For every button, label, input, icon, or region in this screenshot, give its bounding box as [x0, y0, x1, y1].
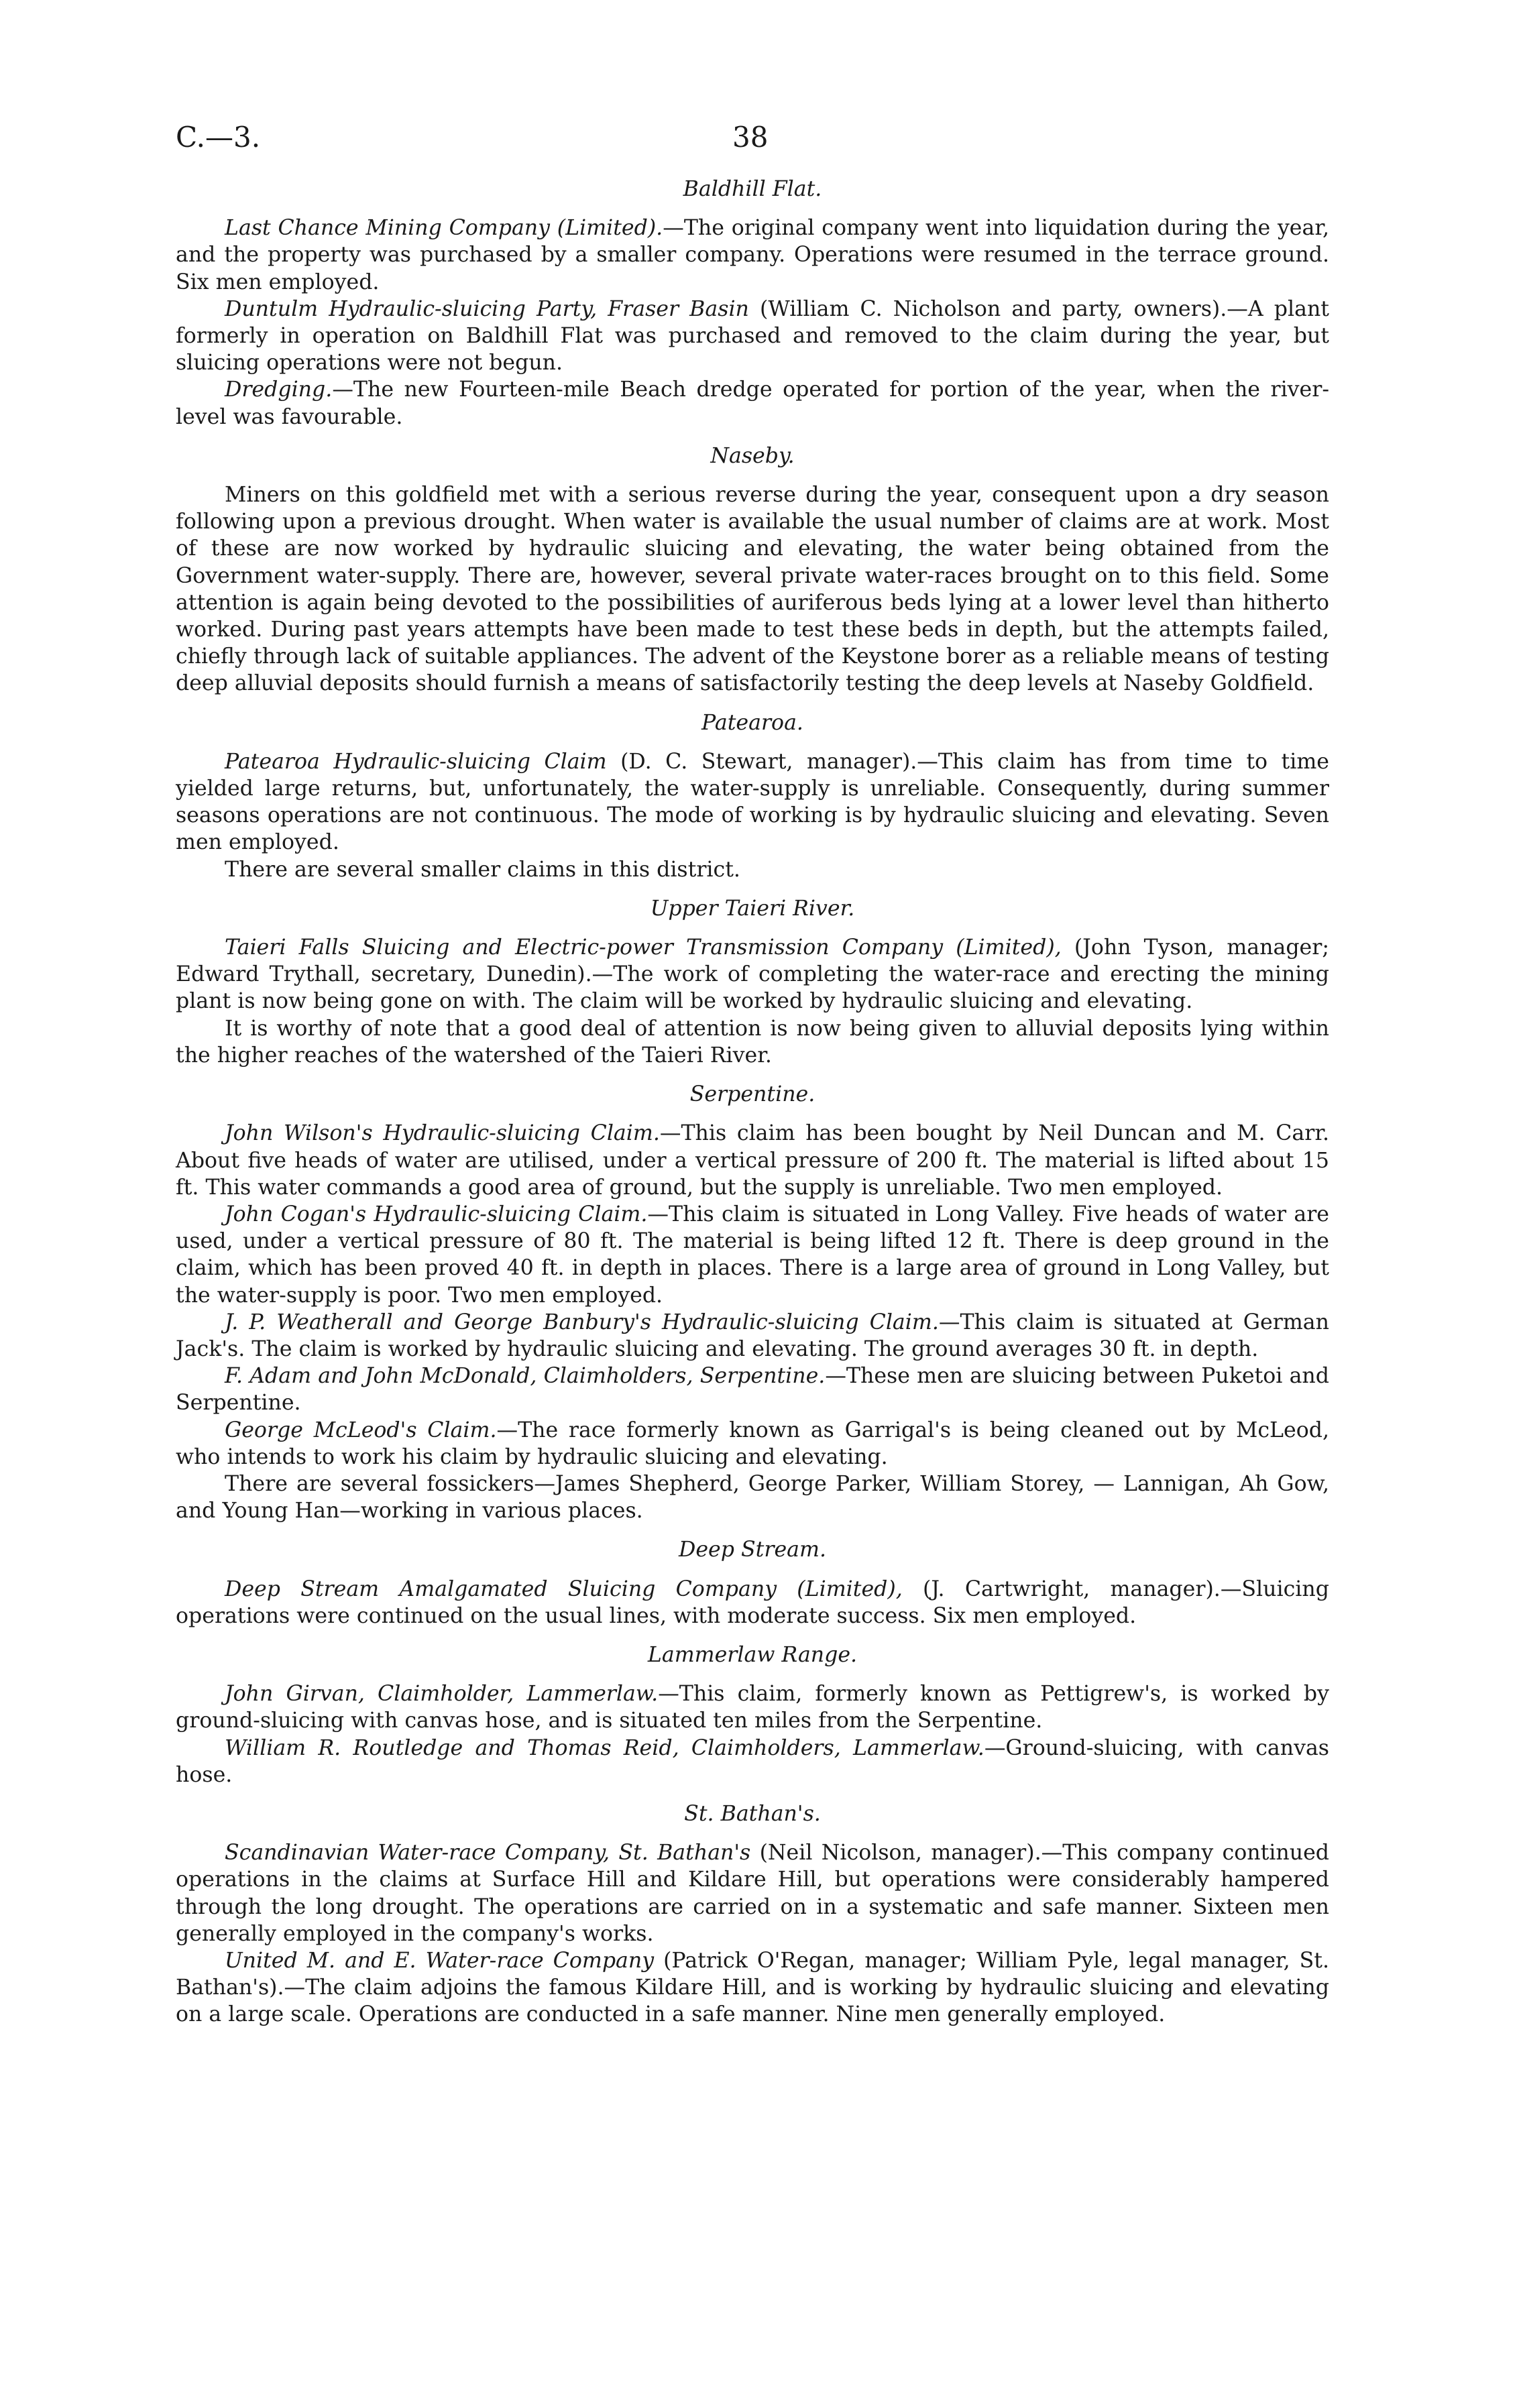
- paragraph: [176, 481, 1329, 697]
- paragraph-lead: United M. and E. Water-race Company: [225, 1948, 655, 1973]
- paragraph-lead: John Cogan's Hydraulic-sluicing Claim.: [225, 1202, 648, 1226]
- section-heading: Serpentine.: [689, 1082, 815, 1107]
- paragraph: [176, 1471, 1329, 1524]
- paragraph: [176, 1120, 1329, 1201]
- section-heading: St. Bathan's.: [684, 1801, 821, 1826]
- section-heading: Deep Stream.: [679, 1538, 826, 1562]
- paragraph: [176, 376, 1329, 430]
- paragraph: [176, 1015, 1329, 1069]
- paragraph: [176, 934, 1329, 1015]
- paragraph-text: There are several fossickers—James Shepherd, George Parker, William Storey, — Lannigan, Ah Gow, and Young Han—working in various places.: [176, 1471, 1329, 1524]
- paragraph: [176, 1309, 1329, 1363]
- report-reference: C.—3.: [176, 121, 261, 154]
- paragraph-text: —The race formerly known as Garrigal's is being cleaned out by McLeod, who intends to work his claim by hydraulic sluicing and elevating.: [176, 1418, 1329, 1469]
- paragraph: [176, 1947, 1329, 2028]
- paragraph: [176, 1839, 1329, 1947]
- paragraph-lead: Duntulm Hydraulic-sluicing Party, Fraser Basin: [225, 296, 749, 321]
- paragraph-lead: Last Chance Mining Company (Limited).: [225, 216, 663, 241]
- paragraph-text: —These men are sluicing between Puketoi and Serpentine.: [176, 1364, 1329, 1416]
- paragraph-text: —This claim, formerly known as Pettigrew's, is worked by ground-sluicing with canvas hose, and is situated ten miles from the Serpentine.: [176, 1682, 1329, 1733]
- paragraph-text: —Ground-sluicing, with canvas hose.: [176, 1735, 1329, 1787]
- paragraph-lead: J. P. Weatherall and George Banbury's Hydraulic-sluicing Claim.: [225, 1310, 939, 1334]
- paragraph: [176, 1576, 1329, 1629]
- section-heading: Baldhill Flat.: [683, 177, 822, 201]
- paragraph-text: —This claim is situated at German Jack's. The claim is worked by hydraulic sluicing and elevating. The ground averages 30 ft. in depth.: [176, 1310, 1329, 1361]
- paragraph-lead: Dredging.: [225, 378, 333, 402]
- paragraph-text: —This claim has been bought by Neil Duncan and M. Carr. About five heads of water are utilised, under a vertical pressure of 200 ft. The material is lifted about 15 ft. This water commands a good area of ground, but the supply is unreliable. Two men employed.: [176, 1121, 1330, 1200]
- paragraph-text: Miners on this goldfield met with a serious reverse during the year, consequent upon a dry season following upon a previous drought. When water is available the usual number of claims are at work. Most of these are now worked by hydraulic sluicing and elevating, the water being obtained from the Government water-supply. There are, however, several private water-races brought on to this field. Some attention is again being devoted to the possibilities of auriferous beds lying at a lower level than hitherto worked. During past years attempts have been made to test these beds in depth, but the attempts failed, chiefly through lack of suitable appliances. The advent of the Keystone borer as a reliable means of testing deep alluvial deposits should furnish a means of satisfactorily testing the deep levels at Naseby Goldfield.: [176, 483, 1329, 696]
- paragraph-text: (William C. Nicholson and party, owners).—A plant formerly in operation on Baldhill Flat was purchased and removed to the claim during the year, but sluicing operations were not begun.: [176, 296, 1329, 376]
- paragraph-lead: Scandinavian Water-race Company, St. Bathan's: [225, 1841, 751, 1866]
- paragraph: [176, 296, 1329, 377]
- paragraph-lead: Deep Stream Amalgamated Sluicing Company (Limited),: [225, 1576, 903, 1601]
- paragraph-text: There are several smaller claims in this district.: [225, 857, 740, 882]
- paragraph-text: (Neil Nicolson, manager).—This company continued operations in the claims at Surface Hill and Kildare Hill, but operations were considerably hampered through the long drought. The operations are carried on in a systematic and safe manner. Sixteen men generally employed in the company's works.: [176, 1841, 1329, 1946]
- body-text: [176, 176, 1329, 2028]
- paragraph-lead: John Wilson's Hydraulic-sluicing Claim.: [225, 1121, 660, 1146]
- paragraph: [176, 856, 1329, 883]
- paragraph-lead: F. Adam and John McDonald, Claimholders, Serpentine.: [225, 1364, 826, 1389]
- section-heading: Patearoa.: [701, 710, 803, 735]
- paragraph: [176, 215, 1329, 296]
- paragraph-lead: Taieri Falls Sluicing and Electric-power Transmission Company (Limited),: [225, 935, 1062, 960]
- paragraph-text: It is worthy of note that a good deal of attention is now being given to alluvial deposits lying within the higher reaches of the watershed of the Taieri River.: [176, 1016, 1329, 1068]
- section-heading: Lammerlaw Range.: [647, 1642, 858, 1667]
- paragraph-lead: William R. Routledge and Thomas Reid, Claimholders, Lammerlaw.: [225, 1735, 984, 1760]
- paragraph-text: —The new Fourteen-mile Beach dredge operated for portion of the year, when the river-level was favourable.: [176, 378, 1329, 429]
- paragraph: [176, 748, 1329, 856]
- paragraph-text: —This claim is situated in Long Valley. Five heads of water are used, under a vertical pressure of 80 ft. The material is being lifted 12 ft. There is deep ground in the claim, which has been proved 40 ft. in depth in places. There is a large area of ground in Long Valley, but the water-supply is poor. Two men employed.: [176, 1202, 1329, 1308]
- paragraph-lead: Patearoa Hydraulic-sluicing Claim: [225, 749, 607, 774]
- paragraph-text: (J. Cartwright, manager).—Sluicing operations were continued on the usual lines, with moderate success. Six men employed.: [176, 1576, 1329, 1628]
- paragraph: [176, 1735, 1329, 1788]
- paragraph-lead: George McLeod's Claim.: [225, 1418, 497, 1442]
- paragraph-text: (D. C. Stewart, manager).—This claim has from time to time yielded large returns, but, unfortunately, the water-supply is unreliable. Consequently, during summer seasons operations are not continuous. The mode of working is by hydraulic sluicing and elevating. Seven men employed.: [176, 749, 1329, 855]
- section-heading: Upper Taieri River.: [650, 896, 855, 921]
- page-number: 38: [732, 121, 769, 154]
- paragraph: [176, 1201, 1329, 1309]
- paragraph-lead: John Girvan, Claimholder, Lammerlaw.: [225, 1682, 659, 1707]
- paragraph: [176, 1363, 1329, 1416]
- paragraph-text: (Patrick O'Regan, manager; William Pyle, legal manager, St. Bathan's).—The claim adjoins the famous Kildare Hill, and is working by hydraulic sluicing and elevating on a large scale. Operations are conducted in a safe manner. Nine men generally employed.: [176, 1948, 1329, 2027]
- paragraph-text: (John Tyson, manager; Edward Trythall, secretary, Dunedin).—The work of completing the water-race and erecting the mining plant is now being gone on with. The claim will be worked by hydraulic sluicing and elevating.: [176, 935, 1329, 1014]
- paragraph: [176, 1417, 1329, 1471]
- paragraph-text: —The original company went into liquidation during the year, and the property was purchased by a smaller company. Operations were resumed in the terrace ground. Six men employed.: [176, 216, 1330, 294]
- section-heading: Naseby.: [710, 443, 795, 468]
- paragraph: [176, 1680, 1329, 1734]
